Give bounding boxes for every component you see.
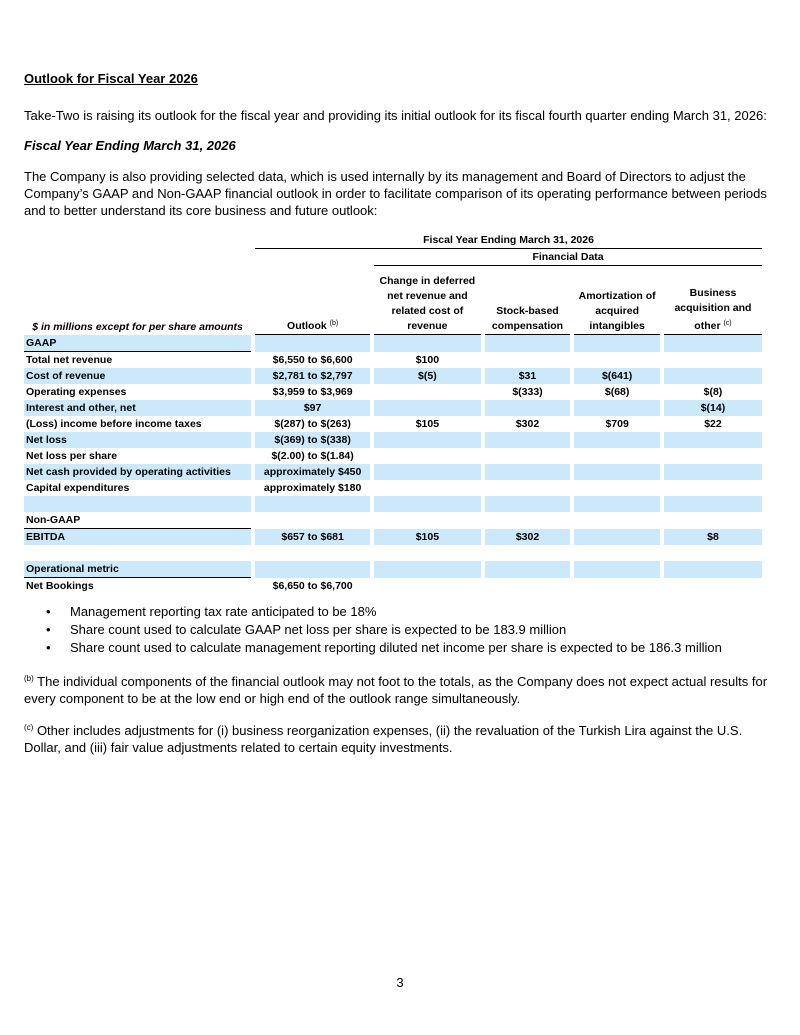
column-header-row [24,266,762,335]
cell-amort: $709 [605,418,629,430]
row-label: Net loss per share [26,450,118,462]
row-label: Net loss [24,432,251,448]
cell-business [664,432,762,448]
cell-stock: $302 [515,418,540,430]
footnote-ref-c: (c) [723,320,732,327]
section-header-row [24,335,762,352]
cell-deferred: $105 [415,418,440,430]
col-deferred: Change in deferred net revenue and related cost of revenue [374,266,481,335]
financial-outlook-table [20,232,766,594]
footnote-b-mark: (b) [24,674,34,683]
cell-outlook: approximately $450 [255,464,370,480]
cell-amort [574,400,660,416]
cell-amort [574,578,660,594]
cell-amort [574,352,660,368]
row-label: Cost of revenue [24,368,251,384]
cell-outlook: $3,959 to $3,969 [272,386,353,398]
cell-business [664,368,762,384]
cell-stock [485,352,571,368]
row-label: Interest and other, net [24,400,251,416]
spacer-row [24,496,762,512]
col-outlook [255,266,370,335]
cell-deferred [374,384,481,400]
period-header-row [24,232,762,249]
row-label: EBITDA [24,529,251,545]
cell-stock [485,432,571,448]
cell-business: $22 [704,418,722,430]
note-text: Management reporting tax rate anticipated to be 18% [70,604,377,619]
cell-stock: $302 [485,529,571,545]
cell-deferred [374,448,481,464]
cell-amort [574,464,660,480]
financial-data-header-row [24,249,762,266]
cell-outlook: $2,781 to $2,797 [255,368,370,384]
section-header-row [24,561,762,578]
col-outlook-label: Outlook [287,320,327,332]
cell-business [664,578,762,594]
table-row [24,432,762,448]
cell-deferred [374,480,481,496]
cell-deferred [374,578,481,594]
row-label: Operating expenses [26,386,127,398]
cell-outlook: $(287) to $(263) [274,418,351,430]
cell-amort [574,448,660,464]
cell-deferred: $100 [415,354,440,366]
note-text: Share count used to calculate management reporting diluted net income per share is expected to be 186.3 million [70,640,722,655]
cell-outlook: $97 [255,400,370,416]
table-subtitle: Fiscal Year Ending March 31, 2026 [24,138,236,153]
row-label: (Loss) income before income taxes [26,418,202,430]
spacer-row [24,545,762,561]
col-stock: Stock-based compensation [485,266,571,335]
row-label: Net cash provided by operating activities [24,464,251,480]
cell-stock: $(333) [512,386,543,398]
cell-outlook: approximately $180 [263,482,362,494]
bullet-icon: • [46,622,51,637]
cell-deferred [374,464,481,480]
col-business-label: Business acquisition and other [674,287,752,332]
cell-business [664,448,762,464]
cell-stock [485,400,571,416]
cell-deferred [374,400,481,416]
cell-business [664,480,762,496]
cell-deferred: $(5) [374,368,481,384]
note-bullet [24,621,774,639]
cell-business: $8 [664,529,762,545]
table-row [24,352,762,368]
cell-business: $(8) [703,386,723,398]
footnote-c-text: Other includes adjustments for (i) business reorganization expenses, (ii) the revaluation of the Turkish Lira against the U.S. Dollar, and (iii) fair value adjustments related to certain equity investments. [24,723,743,755]
footnote-c [24,719,774,756]
footnote-b [24,670,774,707]
cell-outlook: $657 to $681 [255,529,370,545]
period-header: Fiscal Year Ending March 31, 2026 [255,232,762,249]
cell-deferred [374,432,481,448]
cell-deferred: $105 [374,529,481,545]
cell-outlook: $6,650 to $6,700 [272,580,353,592]
note-bullet [24,639,774,657]
section-header-row [24,512,762,529]
units-label: $ in millions except for per share amounts [32,321,243,333]
section-label: Operational metric [24,561,251,578]
table-row [24,448,762,464]
col-amort: Amortization of acquired intangibles [574,266,660,335]
section-title: Outlook for Fiscal Year 2026 [24,71,198,86]
cell-amort [574,529,660,545]
cell-business [664,464,762,480]
cell-business [664,352,762,368]
table-row [24,368,762,384]
financial-data-header: Financial Data [374,249,762,266]
cell-stock [485,464,571,480]
bullet-icon: • [46,640,51,655]
table-row [24,480,762,496]
cell-stock: $31 [485,368,571,384]
col-business [664,266,762,335]
cell-stock [485,578,571,594]
cell-stock [485,448,571,464]
note-bullet [24,603,774,621]
page-number: 3 [396,975,404,990]
body-paragraph: The Company is also providing selected data, which is used internally by its management and Board of Directors to adjust the Company’s GAAP and Non-GAAP financial outlook in order to facilitate comparison of its operating performance between periods and to better understand its core business and future outlook: [24,169,767,218]
cell-outlook: $6,550 to $6,600 [272,354,353,366]
notes-list [24,603,774,657]
table-row [24,384,762,400]
cell-amort [574,432,660,448]
table-row [24,400,762,416]
cell-amort [574,480,660,496]
table-row [24,416,762,432]
bullet-icon: • [46,604,51,619]
row-label: Total net revenue [26,354,113,366]
intro-paragraph: Take-Two is raising its outlook for the fiscal year and providing its initial outlook for its fiscal fourth quarter ending March 31, 2026: [24,108,767,123]
cell-stock [485,480,571,496]
note-text: Share count used to calculate GAAP net loss per share is expected to be 183.9 million [70,622,567,637]
cell-outlook: $(2.00) to $(1.84) [271,450,354,462]
section-label: Non-GAAP [24,512,251,529]
cell-business: $(14) [664,400,762,416]
section-label: GAAP [24,335,251,352]
table-row [24,529,762,545]
footnote-ref-b: (b) [329,320,339,327]
footnote-b-text: The individual components of the financial outlook may not foot to the totals, as the Company does not expect actual results for every component to be at the low end or high end of the outlook range simultaneously. [24,674,768,706]
cell-amort: $(641) [574,368,660,384]
table-row [24,464,762,480]
cell-amort: $(68) [604,386,630,398]
row-label: Capital expenditures [26,482,130,494]
table-body [24,335,762,594]
footnote-c-mark: (c) [24,723,34,732]
row-label: Net Bookings [26,580,94,592]
table-row [24,578,762,594]
cell-outlook: $(369) to $(338) [255,432,370,448]
